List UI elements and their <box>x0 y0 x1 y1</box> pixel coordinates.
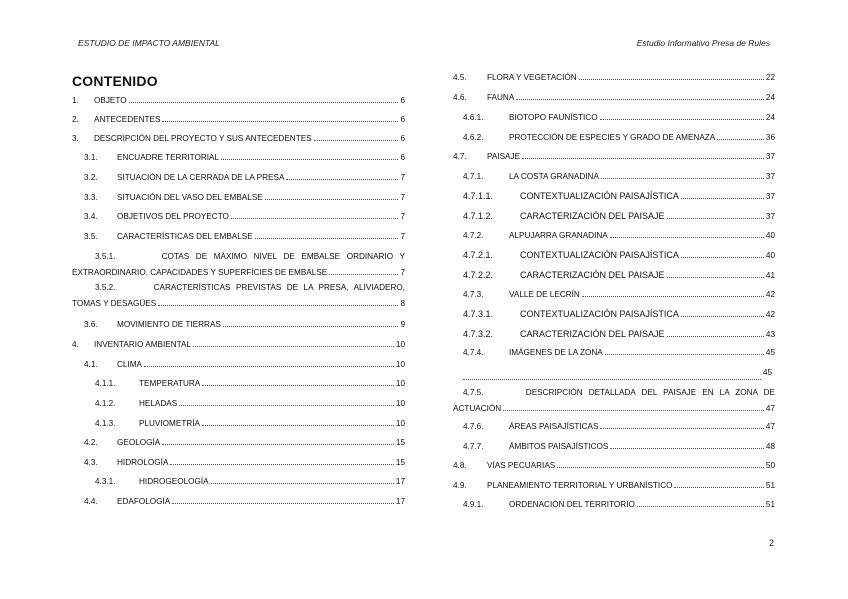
toc-entry-title: ÁREAS PAISAJÍSTICAS <box>509 422 599 431</box>
toc-entry-page: 37 <box>765 192 775 201</box>
toc-entry[interactable] <box>453 70 775 86</box>
toc-entry[interactable] <box>72 280 405 312</box>
dot-leader <box>286 170 398 180</box>
toc-entry-page: 15 <box>395 458 405 467</box>
toc-entry-page: 7 <box>400 268 405 277</box>
toc-entry-title-line2: EXTRAORDINARIO. CAPACIDADES Y SUPERFÍCIES DE EMBALSE <box>72 268 328 277</box>
toc-entry[interactable] <box>453 478 775 494</box>
dot-leader <box>610 228 764 238</box>
dot-leader <box>579 70 764 80</box>
dot-leader <box>193 337 394 347</box>
toc-entry-number: 4.6.1. <box>463 113 484 122</box>
toc-entry-page: 9 <box>400 320 405 329</box>
toc-entry-number: 1. <box>72 96 79 105</box>
toc-entry-page: 37 <box>765 172 775 181</box>
dot-leader <box>221 150 398 160</box>
toc-title: CONTENIDO <box>72 73 158 89</box>
toc-entry-title: ANTECEDENTES <box>94 115 161 124</box>
dot-leader <box>557 458 764 468</box>
toc-entry-page: 10 <box>395 340 405 349</box>
toc-entry-page: 42 <box>765 310 775 319</box>
toc-entry-number: 4.7.3. <box>463 290 484 299</box>
toc-entry[interactable] <box>453 149 775 165</box>
toc-entry-title: ÁMBITOS PAISAJÍSTICOS <box>509 442 609 451</box>
dot-leader <box>681 307 764 317</box>
toc-entry-page: 48 <box>765 442 775 451</box>
toc-entry-number: 4.7.4. <box>463 348 484 357</box>
toc-entry-page: 6 <box>400 96 405 105</box>
toc-entry[interactable] <box>463 419 775 435</box>
toc-entry[interactable] <box>463 439 775 455</box>
toc-entry-number: 4.5. <box>453 73 467 82</box>
toc-entry-number: 3.3. <box>84 193 98 202</box>
dot-leader <box>681 189 764 199</box>
dot-leader <box>600 110 764 120</box>
toc-entry[interactable] <box>84 435 405 451</box>
dot-leader <box>516 90 764 100</box>
toc-entry-title: CARACTERIZACIÓN DEL PAISAJE <box>520 270 665 280</box>
toc-entry-title: HELADAS <box>139 399 178 408</box>
toc-entry-page: 50 <box>765 461 775 470</box>
toc-entry[interactable] <box>453 458 775 474</box>
toc-entry-title: OBJETIVOS DEL PROYECTO <box>117 212 229 221</box>
toc-entry-title: EDAFOLOGÍA <box>117 497 171 506</box>
toc-entry-number: 4.7.3.2. <box>463 329 494 339</box>
toc-entry-title: GEOLOGÍA <box>117 438 161 447</box>
dot-leader <box>601 169 764 179</box>
toc-entry-title: PROTECCIÓN DE ESPECIES Y GRADO DE AMENAZA <box>509 133 716 142</box>
toc-entry-title: BIOTOPO FAUNÍSTICO <box>509 113 598 122</box>
toc-entry-title: CONTEXTUALIZACIÓN PAISAJÍSTICA <box>520 250 679 260</box>
toc-entry[interactable] <box>95 376 405 392</box>
toc-entry-page: 43 <box>765 330 775 339</box>
toc-entry-number: 4.3. <box>84 458 98 467</box>
toc-entry-number: 3.5.2. <box>95 283 116 292</box>
toc-entry-number: 4.1. <box>84 360 98 369</box>
toc-entry-title: VALLE DE LECRÍN <box>509 290 580 299</box>
toc-entry[interactable] <box>463 247 775 263</box>
dot-leader <box>667 327 764 337</box>
toc-entry-number: 4.7.1. <box>463 172 484 181</box>
dot-leader <box>265 190 399 200</box>
toc-entry-page: 6 <box>400 115 405 124</box>
toc-entry-number: 3.4. <box>84 212 98 221</box>
toc-entry-page: 40 <box>765 251 775 260</box>
toc-entry-page: 51 <box>765 500 775 509</box>
toc-entry-page: 41 <box>765 271 775 280</box>
toc-entry-title: PLANEAMIENTO TERRITORIAL Y URBANÍSTICO <box>487 481 673 490</box>
toc-entry-page: 51 <box>765 481 775 490</box>
toc-entry-title: CONTEXTUALIZACIÓN PAISAJÍSTICA <box>520 191 679 201</box>
toc-entry[interactable] <box>84 209 405 225</box>
toc-entry-page: 10 <box>395 379 405 388</box>
dot-leader <box>605 345 764 355</box>
toc-entry-number: 4.1.3. <box>95 419 116 428</box>
toc-entry-page: 10 <box>395 399 405 408</box>
toc-entry-title-line2: TOMAS Y DESAGÜES <box>72 299 157 308</box>
toc-entry-page: 42 <box>765 290 775 299</box>
toc-entry-page: 37 <box>765 152 775 161</box>
dot-leader <box>582 287 764 297</box>
toc-entry[interactable] <box>72 93 405 109</box>
dot-leader <box>681 248 764 258</box>
toc-entry-title: SITUACIÓN DE LA CERRADA DE LA PRESA <box>117 173 285 182</box>
toc-entry-title-line1: CARACTERÍSTICAS PREVISTAS DE LA PRESA, ALIVIADERO, <box>148 283 405 292</box>
toc-entry[interactable] <box>463 188 775 204</box>
toc-entry-number: 4.1.2. <box>95 399 116 408</box>
toc-entry[interactable] <box>463 497 775 513</box>
toc-entry[interactable] <box>95 416 405 432</box>
toc-entry-number: 4.7.3.1. <box>463 309 494 319</box>
toc-entry-page: 7 <box>400 193 405 202</box>
toc-entry[interactable] <box>463 169 775 185</box>
toc-entry-number: 4. <box>72 340 79 349</box>
dot-leader <box>223 317 399 327</box>
toc-entry-title: SITUACIÓN DEL VASO DEL EMBALSE <box>117 193 263 202</box>
dot-leader <box>211 474 394 484</box>
toc-entry[interactable] <box>453 90 775 106</box>
dot-leader <box>667 268 764 278</box>
toc-entry-title: ALPUJARRA GRANADINA <box>509 231 608 240</box>
toc-entry-number: 4.9. <box>453 481 467 490</box>
dot-leader <box>255 229 399 239</box>
toc-entry-title: FAUNA <box>487 93 515 102</box>
toc-entry[interactable] <box>463 110 775 126</box>
toc-entry-number: 4.6.2. <box>463 133 484 142</box>
header-right: Estudio Informativo Presa de Rules <box>636 38 770 48</box>
toc-entry-page: 15 <box>395 438 405 447</box>
toc-entry-title: DESCRIPCIÓN DEL PROYECTO Y SUS ANTECEDENTES <box>94 134 312 143</box>
toc-entry-title: FLORA Y VEGETACIÓN <box>487 73 577 82</box>
toc-entry-title: OBJETO <box>94 96 127 105</box>
dot-leader <box>637 497 764 507</box>
toc-entry-number: 4.7. <box>453 152 467 161</box>
toc-entry-page: 36 <box>765 133 775 142</box>
toc-entry-title-line2: ACTUACIÓN <box>453 404 502 413</box>
dot-leader <box>162 435 394 445</box>
dot-leader <box>158 296 398 306</box>
toc-entry-page: 45 <box>765 348 775 357</box>
toc-entry[interactable] <box>84 190 405 206</box>
toc-entry[interactable] <box>72 112 405 128</box>
page-number: 2 <box>768 538 774 548</box>
toc-entry[interactable] <box>463 287 775 303</box>
toc-entry[interactable] <box>463 306 775 322</box>
toc-entry-number: 4.9.1. <box>463 500 484 509</box>
toc-entry-page: 45 <box>763 368 773 377</box>
toc-entry[interactable] <box>84 357 405 373</box>
toc-entry-title: VÍAS PECUARIAS <box>487 461 556 470</box>
toc-entry[interactable] <box>463 130 775 146</box>
toc-entry-number: 3.5.1. <box>95 252 116 261</box>
dot-leader <box>600 419 763 429</box>
toc-entry-page: 22 <box>765 73 775 82</box>
dot-leader <box>610 439 764 449</box>
toc-entry-page: 6 <box>400 134 405 143</box>
dot-leader <box>202 376 394 386</box>
toc-entry-title: PAISAJE <box>487 152 521 161</box>
toc-entry-number: 3.2. <box>84 173 98 182</box>
toc-entry-title-line1: DESCRIPCIÓN DETALLADA DEL PAISAJE EN LA ZONA DE <box>519 388 775 397</box>
toc-entry-page: 17 <box>395 497 405 506</box>
toc-entry-number: 4.7.1.1. <box>463 191 494 201</box>
toc-entry-title: LA COSTA GRANADINA <box>509 172 599 181</box>
toc-entry-page: 47 <box>765 422 775 431</box>
toc-entry[interactable] <box>84 317 405 333</box>
toc-entry-number: 4.8. <box>453 461 467 470</box>
toc-entry-title: TEMPERATURA <box>139 379 201 388</box>
dot-leader <box>667 209 764 219</box>
toc-entry-number: 4.7.2. <box>463 231 484 240</box>
toc-entry-number: 4.7.6. <box>463 422 484 431</box>
toc-entry-number: 4.3.1. <box>95 477 116 486</box>
toc-entry-page: 7 <box>400 232 405 241</box>
toc-entry[interactable] <box>84 494 405 510</box>
toc-entry-title: HIDROGEOLOGÍA <box>139 477 209 486</box>
toc-entry-number: 4.7.5. <box>463 388 484 397</box>
toc-entry-number: 4.1.1. <box>95 379 116 388</box>
toc-entry-title: CARACTERIZACIÓN DEL PAISAJE <box>520 211 665 221</box>
toc-entry-title: CONTEXTUALIZACIÓN PAISAJÍSTICA <box>520 309 679 319</box>
toc-entry-page: 10 <box>395 419 405 428</box>
dot-leader <box>463 370 761 380</box>
toc-entry-page: 47 <box>765 404 775 413</box>
toc-entry-page: 24 <box>765 93 775 102</box>
toc-entry-number: 3.5. <box>84 232 98 241</box>
toc-entry[interactable] <box>84 150 405 166</box>
toc-entry-page: 8 <box>400 299 405 308</box>
toc-entry-title: HIDROLOGÍA <box>117 458 169 467</box>
toc-entry-number: 4.4. <box>84 497 98 506</box>
dot-leader <box>172 494 394 504</box>
toc-entry-title: INVENTARIO AMBIENTAL <box>94 340 192 349</box>
toc-entry-title: ENCUADRE TERRITORIAL <box>117 153 220 162</box>
toc-entry-page: 40 <box>765 231 775 240</box>
toc-entry-title: PLUVIOMETRÍA <box>139 419 200 428</box>
toc-entry-number: 2. <box>72 115 79 124</box>
toc-entry[interactable] <box>72 249 405 281</box>
toc-entry-page: 37 <box>765 212 775 221</box>
toc-entry-number: 3.6. <box>84 320 98 329</box>
toc-entry[interactable] <box>72 337 405 353</box>
header-left: ESTUDIO DE IMPACTO AMBIENTAL <box>78 38 220 48</box>
dot-leader <box>674 478 763 488</box>
toc-entry-page: 17 <box>395 477 405 486</box>
toc-entry[interactable] <box>453 385 775 417</box>
dot-leader <box>179 396 394 406</box>
toc-entry[interactable] <box>463 208 775 224</box>
toc-entry-title: CARACTERÍSTICAS DEL EMBALSE <box>117 232 253 241</box>
toc-entry-number: 4.2. <box>84 438 98 447</box>
toc-entry-number: 4.7.2.1. <box>463 250 494 260</box>
dot-leader <box>717 130 764 140</box>
dot-leader <box>129 93 399 103</box>
toc-entry-number: 4.6. <box>453 93 467 102</box>
toc-entry-number: 4.7.1.2. <box>463 211 494 221</box>
toc-entry-page: 7 <box>400 212 405 221</box>
toc-entry-page: 10 <box>395 360 405 369</box>
toc-entry-title-line1: COTAS DE MÁXIMO NIVEL DE EMBALSE ORDINARIO Y <box>155 252 405 261</box>
toc-entry[interactable] <box>463 228 775 244</box>
toc-entry[interactable] <box>463 326 775 342</box>
toc-entry[interactable] <box>463 345 775 361</box>
toc-entry[interactable] <box>95 474 405 490</box>
dot-leader <box>503 401 764 411</box>
toc-entry[interactable] <box>95 396 405 412</box>
toc-entry-page: 7 <box>400 173 405 182</box>
dot-leader <box>144 357 394 367</box>
toc-entry-title: MOVIMIENTO DE TIERRAS <box>117 320 221 329</box>
dot-leader <box>231 209 399 219</box>
toc-entry-title: CLIMA <box>117 360 143 369</box>
dot-leader <box>170 455 393 465</box>
dot-leader <box>162 112 398 122</box>
toc-entry-title: IMÁGENES DE LA ZONA <box>509 348 603 357</box>
dot-leader <box>522 149 764 159</box>
toc-entry-page: 6 <box>400 153 405 162</box>
dot-leader <box>329 265 398 275</box>
toc-entry[interactable] <box>84 455 405 471</box>
toc-entry[interactable] <box>463 267 775 283</box>
toc-entry-title: ORDENACIÓN DEL TERRITORIO <box>509 500 635 509</box>
dot-leader <box>314 131 399 141</box>
toc-entry[interactable] <box>72 131 405 147</box>
toc-entry-page: 24 <box>765 113 775 122</box>
toc-entry-number: 3.1. <box>84 153 98 162</box>
toc-entry[interactable] <box>84 170 405 186</box>
toc-entry-title: CARACTERIZACIÓN DEL PAISAJE <box>520 329 665 339</box>
dot-leader <box>202 416 394 426</box>
toc-entry-number: 4.7.7. <box>463 442 484 451</box>
toc-entry-number: 4.7.2.2. <box>463 270 494 280</box>
toc-entry-number: 3. <box>72 134 79 143</box>
toc-entry[interactable] <box>84 229 405 245</box>
